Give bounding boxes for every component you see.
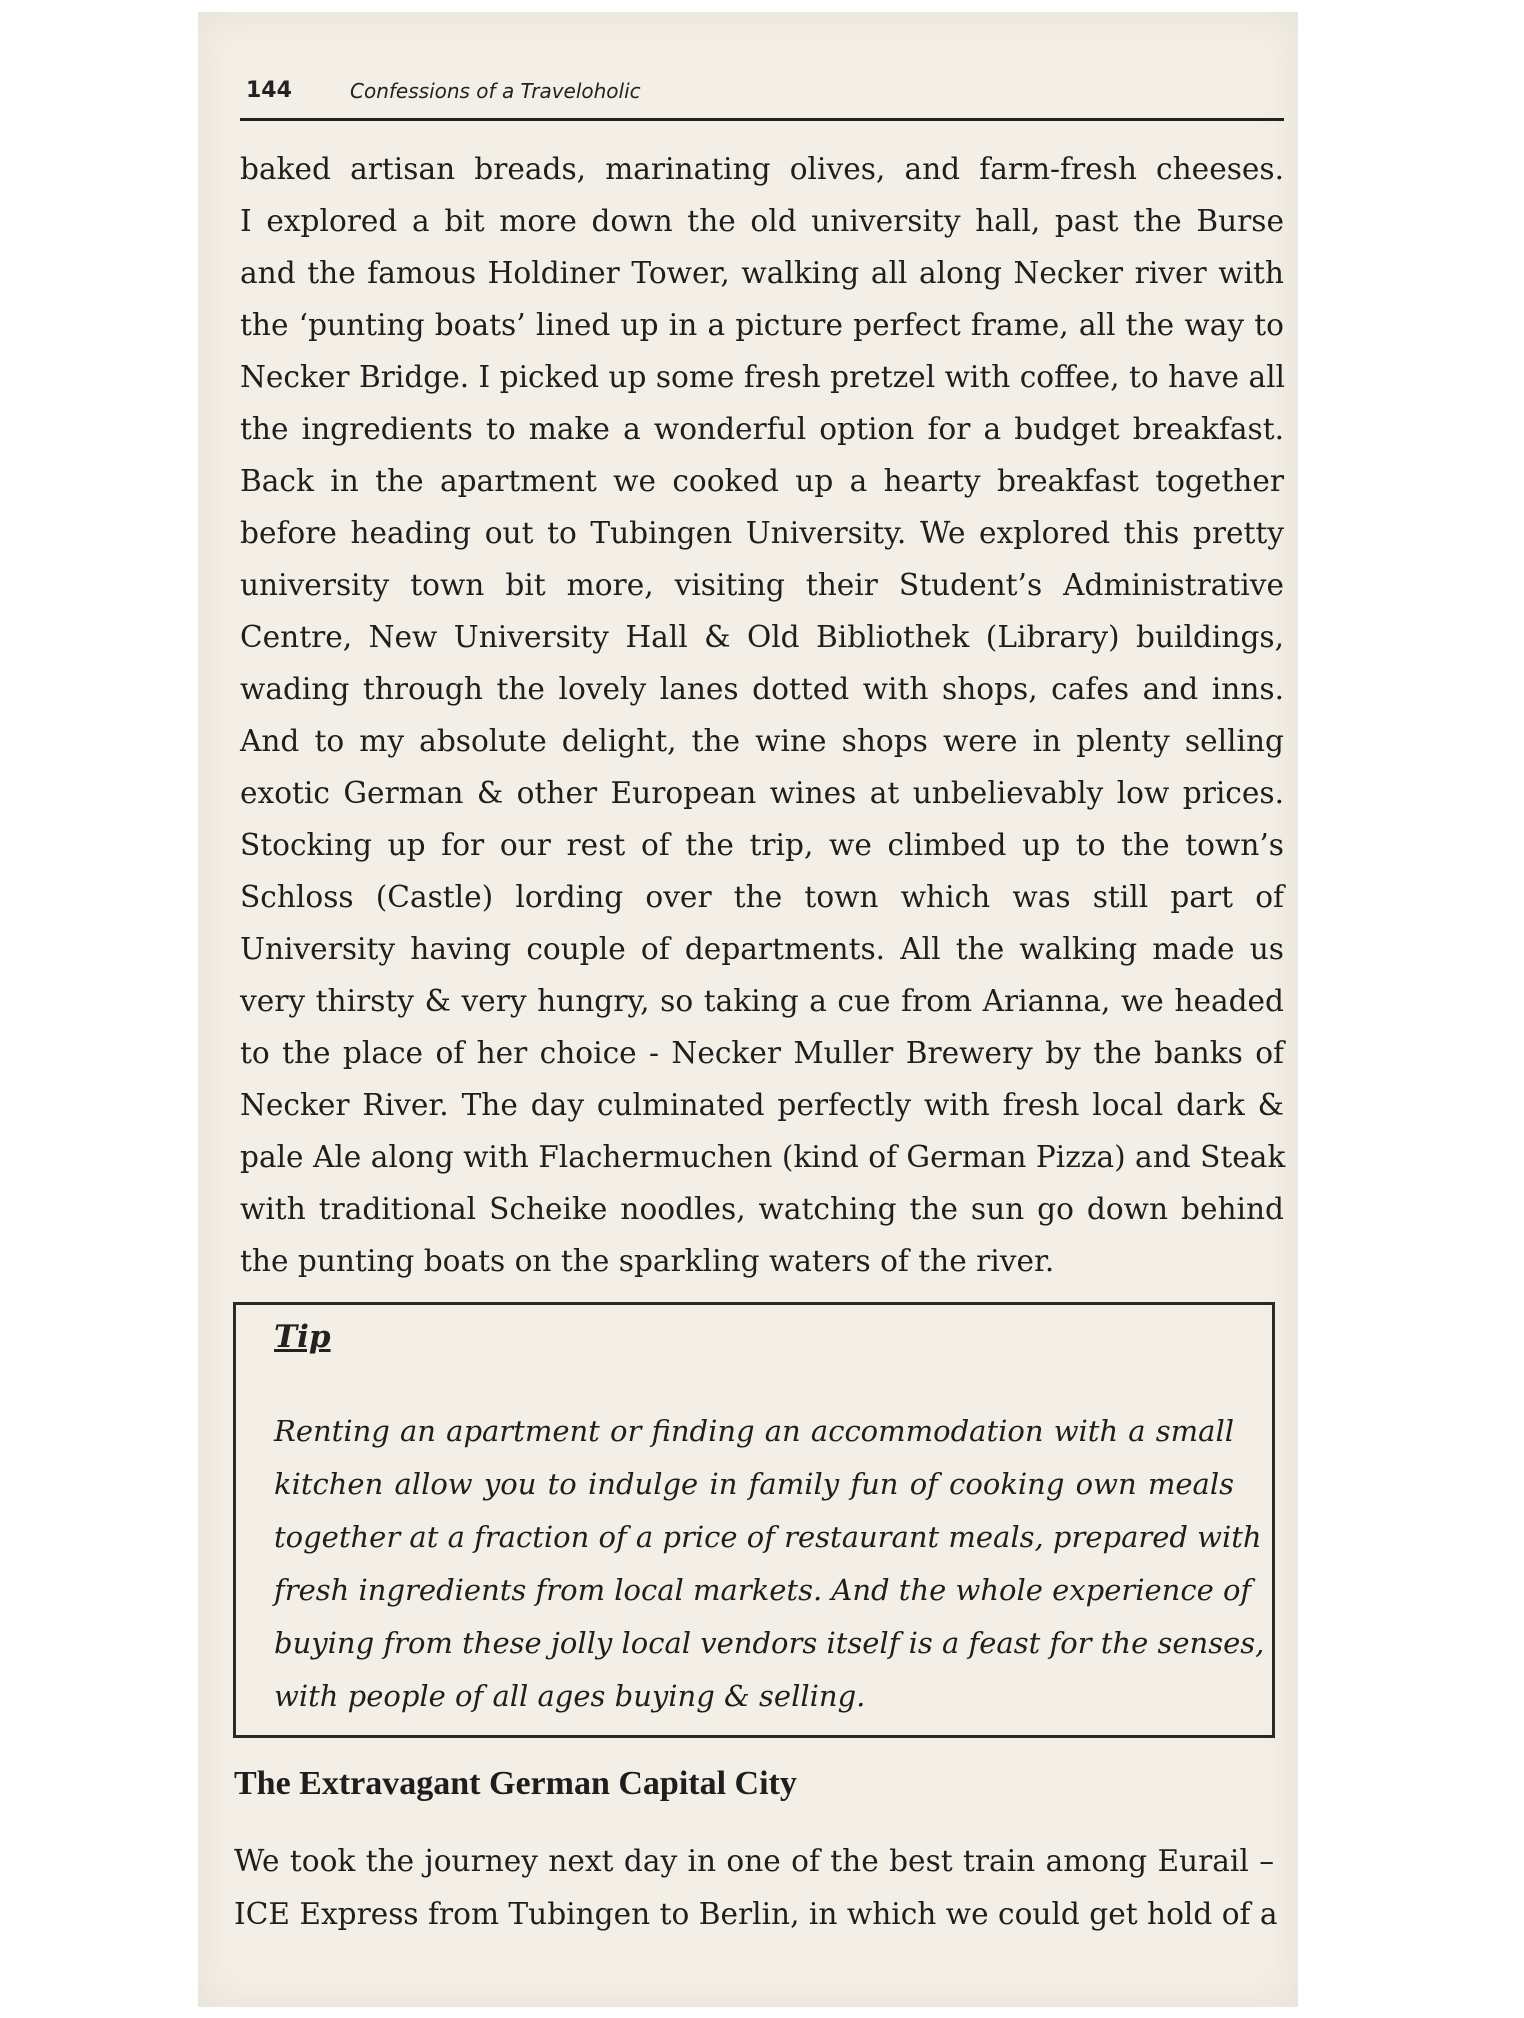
body-line: wading through the lovely lanes dotted with shops, cafes and inns. [240,672,1284,706]
body-line: with traditional Scheike noodles, watching the sun go down behind [240,1192,1284,1226]
body-line: and the famous Holdiner Tower, walking all along Necker river with [240,256,1284,290]
tip-line: buying from these jolly local vendors itself is a feast for the senses, [274,1626,1265,1660]
running-title: Confessions of a Traveloholic [350,79,641,103]
tip-title: Tip [274,1319,331,1355]
body-line: university town bit more, visiting their Student’s Administrative [240,568,1284,602]
body-line: Back in the apartment we cooked up a hearty breakfast together [240,464,1284,498]
body-line: University having couple of departments. All the walking made us [240,932,1284,966]
section-paragraph [234,1835,1278,1941]
body-line: Necker Bridge. I picked up some fresh pretzel with coffee, to have all [240,360,1286,394]
body-line: Schloss (Castle) lording over the town which was still part of [240,880,1284,914]
section-heading: The Extravagant German Capital City [234,1765,797,1802]
tip-line: together at a fraction of a price of restaurant meals, prepared with [274,1520,1262,1554]
page-header [240,78,1284,121]
body-line: very thirsty & very hungry, so taking a cue from Arianna, we headed [240,984,1284,1018]
tip-text [274,1405,1265,1723]
body-line: the punting boats on the sparkling waters of the river. [240,1244,1055,1278]
section-line: We took the journey next day in one of the best train among Eurail – [234,1844,1274,1878]
body-line: And to my absolute delight, the wine shops were in plenty selling [240,724,1284,758]
page-number: 144 [246,78,292,103]
tip-line: fresh ingredients from local markets. And the whole experience of [274,1573,1252,1607]
body-paragraph [240,143,1284,1287]
tip-line: kitchen allow you to indulge in family fun of cooking own meals [274,1467,1234,1501]
body-line: to the place of her choice - Necker Muller Brewery by the banks of [240,1036,1284,1070]
body-line: I explored a bit more down the old university hall, past the Burse [240,204,1284,238]
tip-line: Renting an apartment or finding an accommodation with a small [274,1414,1234,1448]
body-line: before heading out to Tubingen University. We explored this pretty [240,516,1284,550]
tip-box [233,1302,1275,1738]
body-line: the ‘punting boats’ lined up in a picture perfect frame, all the way to [240,308,1284,342]
tip-line: with people of all ages buying & selling. [274,1679,866,1713]
body-line: pale Ale along with Flachermuchen (kind of German Pizza) and Steak [240,1140,1286,1174]
section-line: ICE Express from Tubingen to Berlin, in which we could get hold of a [234,1897,1278,1931]
body-line: Centre, New University Hall & Old Bibliothek (Library) buildings, [240,620,1284,654]
body-line: baked artisan breads, marinating olives, and farm-fresh cheeses. [240,152,1284,186]
body-line: the ingredients to make a wonderful option for a budget breakfast. [240,412,1284,446]
body-line: Stocking up for our rest of the trip, we climbed up to the town’s [240,828,1284,862]
body-line: exotic German & other European wines at unbelievably low prices. [240,776,1284,810]
body-line: Necker River. The day culminated perfectly with fresh local dark & [240,1088,1284,1122]
